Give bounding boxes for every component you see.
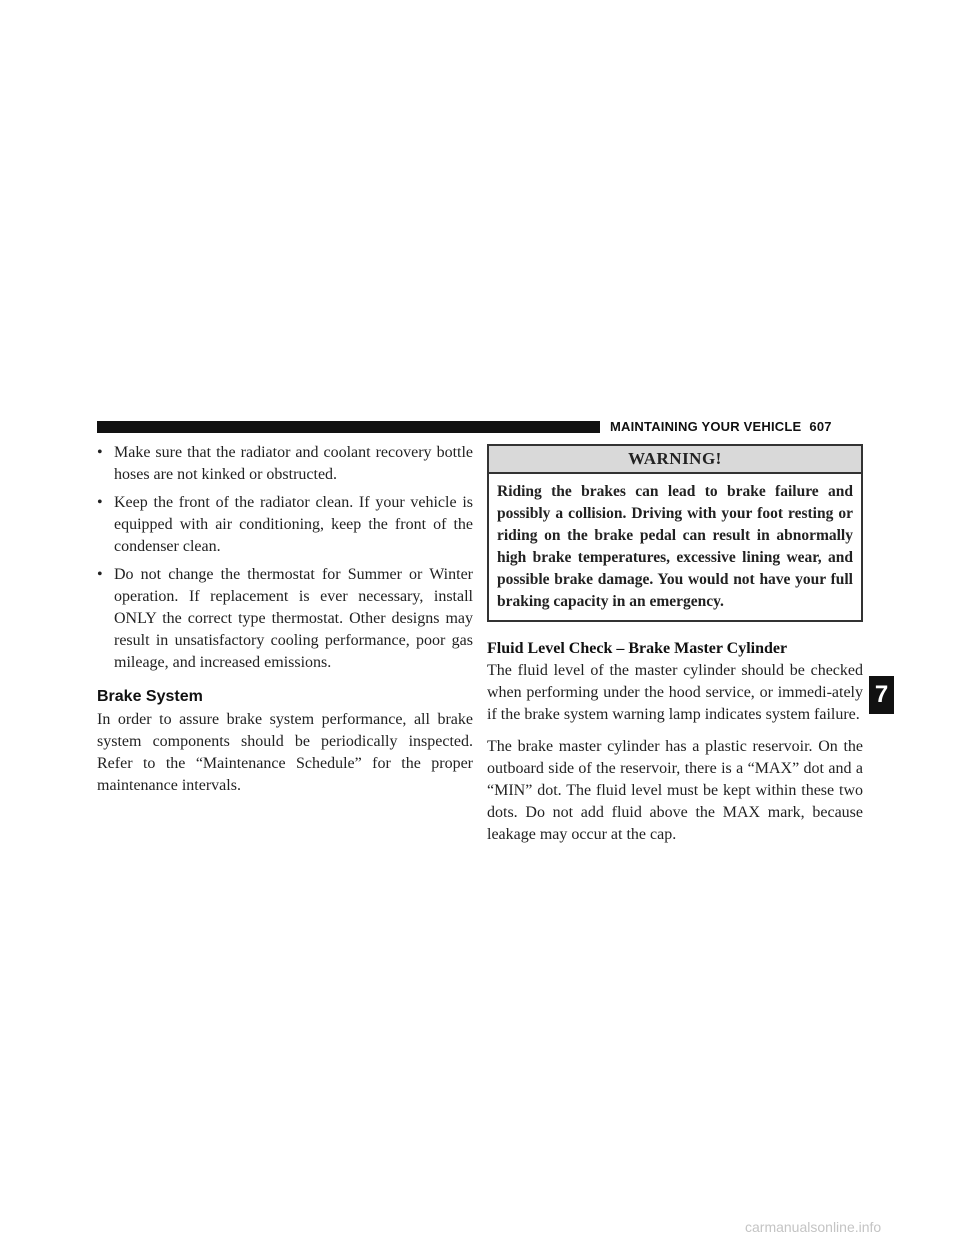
body-paragraph: The brake master cylinder has a plastic reservoir. On the outboard side of the reservoir, there is a “MAX” dot and a “MIN” dot. The fluid level must be kept within these two dots. Do not add fluid above the MAX mark, because leakage may occur at the cap. (487, 738, 863, 843)
warning-text: Riding the brakes can lead to brake failure and possibly a collision. Driving with your foot resting or riding on the brake pedal can result in abnormally high brake temperatures, excessive lining wear, and possible brake damage. You would not have your full braking capacity in an emergency. (497, 483, 853, 610)
page-number: 607 (809, 419, 832, 434)
bullet-text: Make sure that the radiator and coolant recovery bottle hoses are not kinked or obstructed. (114, 444, 473, 483)
right-column (487, 444, 863, 856)
bullet-item (97, 492, 473, 558)
left-column (97, 442, 473, 797)
bullet-icon: • (97, 444, 103, 461)
warning-title: WARNING! (489, 446, 861, 474)
running-header (610, 419, 832, 434)
bullet-item (97, 564, 473, 674)
bullet-text: Keep the front of the radiator clean. If your vehicle is equipped with air conditioning, keep the front of the condenser clean. (114, 494, 473, 555)
bullet-item (97, 442, 473, 486)
watermark-text: carmanualsonline.info (745, 1219, 882, 1235)
body-paragraph: In order to assure brake system performance, all brake system components should be periodically inspected. Refer to the “Maintenance Schedule” for the proper maintenance intervals. (97, 711, 473, 794)
chapter-tab: 7 (869, 676, 894, 714)
bullet-text: Do not change the thermostat for Summer or Winter operation. If replacement is ever necessary, install ONLY the correct type thermostat. Other designs may result in unsatisfactory cooling performance, poor gas mileage, and increased emissions. (114, 566, 473, 671)
subsection-heading: Fluid Level Check – Brake Master Cylinder (487, 640, 788, 657)
section-heading: Brake System (97, 688, 203, 705)
header-rule (97, 421, 600, 433)
section-title: MAINTAINING YOUR VEHICLE (610, 419, 802, 434)
bullet-icon: • (97, 566, 103, 583)
body-paragraph: The fluid level of the master cylinder should be checked when performing under the hood service, or immedi-ately if the brake system warning lamp indicates system failure. (487, 662, 863, 723)
bullet-icon: • (97, 494, 103, 511)
warning-box (487, 444, 863, 622)
